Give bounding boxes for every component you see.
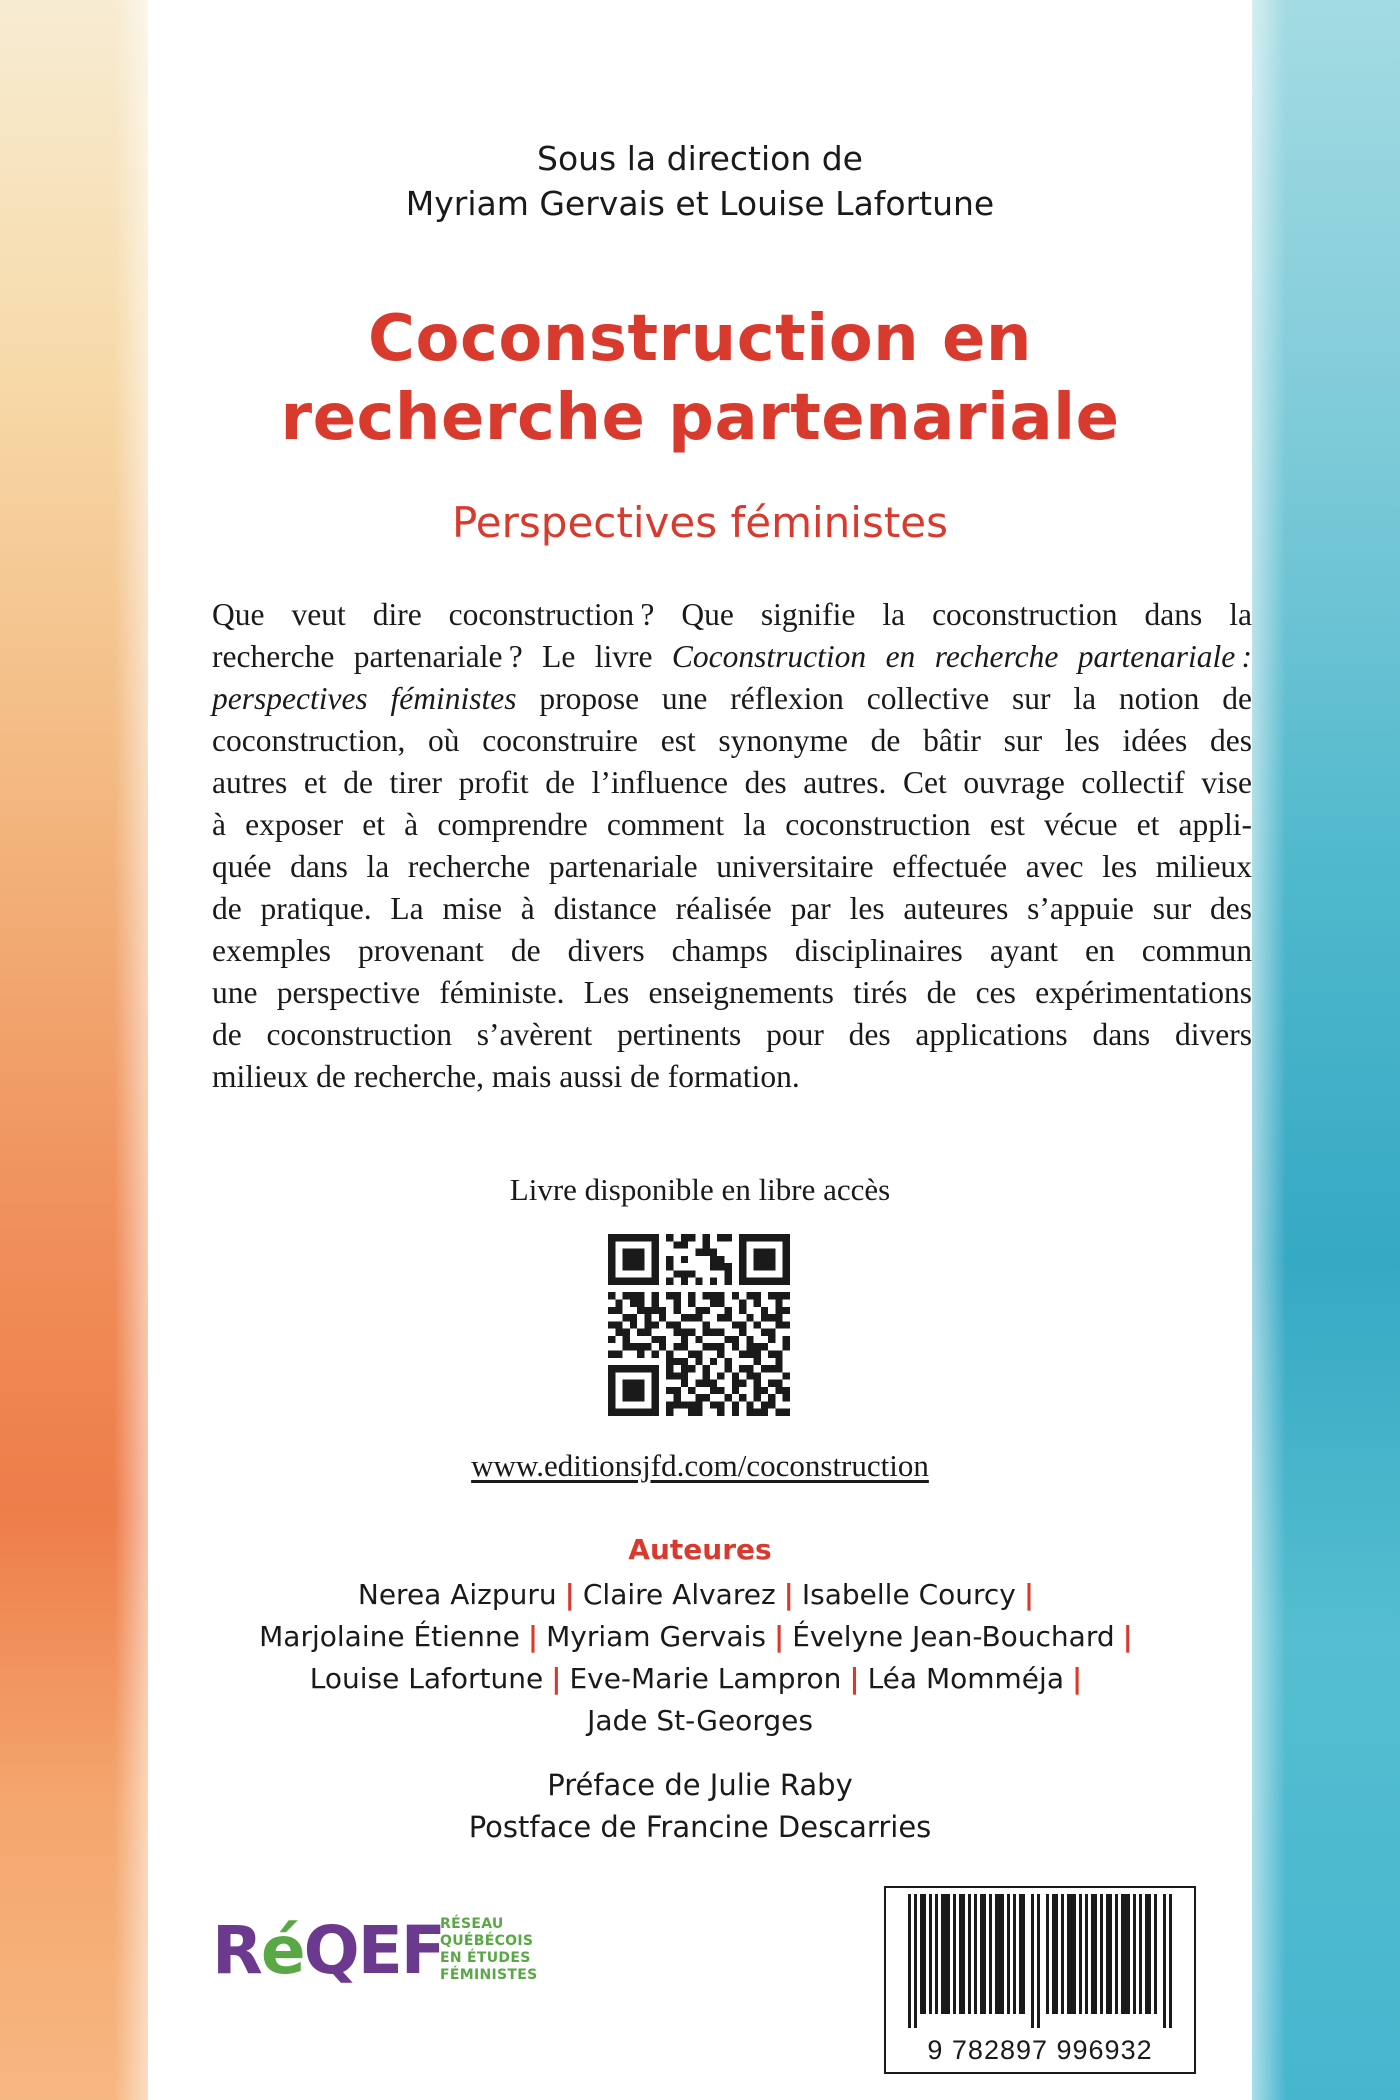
author-name: Isabelle Courcy (801, 1578, 1016, 1611)
description-line: perspectives féministes propose une réflexion collective sur la notion de (212, 681, 1252, 716)
book-subtitle: Perspectives féministes (451, 498, 949, 547)
postface-credit: Postface de Francine Descarries (468, 1810, 932, 1844)
book-title-line-2: recherche partenariale (280, 381, 1120, 455)
author-separator: | (551, 1662, 562, 1695)
back-cover-content (148, 0, 1252, 2100)
author-name: Nerea Aizpuru (357, 1578, 557, 1611)
book-title (148, 300, 1252, 458)
isbn-digits: 9 782897 996932 (927, 2035, 1153, 2065)
qr-code[interactable] (608, 1234, 790, 1416)
editors-intro: Sous la direction de (537, 139, 863, 178)
left-watercolor-band (0, 0, 148, 2100)
barcode-bars (908, 1894, 1172, 2028)
author-separator: | (783, 1578, 794, 1611)
description-line: une perspective féministe. Les enseignements tirés de ces expérimentations (212, 975, 1252, 1010)
right-watercolor-band (1252, 0, 1400, 2100)
book-description (212, 594, 1252, 1098)
authors-heading: Auteures (628, 1533, 772, 1566)
book-title-line-1: Coconstruction en (368, 302, 1032, 376)
description-line: autres et de tirer profit de l’influence des autres. Cet ouvrage collectif vise (212, 765, 1252, 800)
authors-row (188, 1574, 1212, 1616)
author-name: Myriam Gervais (546, 1620, 766, 1653)
reqef-logo-tagline: RÉSEAU QUÉBÉCOIS EN ÉTUDES FÉMINISTES (440, 1916, 538, 1983)
author-separator: | (564, 1578, 575, 1611)
author-name: Eve-Marie Lampron (569, 1662, 842, 1695)
description-line: recherche partenariale ? Le livre Coconstruction en recherche partenariale : (212, 639, 1253, 674)
author-name: Claire Alvarez (582, 1578, 776, 1611)
editors-names: Myriam Gervais et Louise Lafortune (405, 184, 995, 223)
author-name: Jade St-Georges (587, 1704, 813, 1737)
editors-block (148, 136, 1252, 226)
description-line: quée dans la recherche partenariale universitaire effectuée avec les milieux (212, 849, 1252, 884)
description-line: de coconstruction s’avèrent pertinents pour des applications dans divers (212, 1017, 1252, 1052)
book-url-link[interactable]: www.editionsjfd.com/coconstruction (471, 1448, 929, 1483)
authors-row (188, 1616, 1212, 1658)
description-italic-title: Coconstruction en recherche partenariale : (671, 639, 1253, 674)
author-separator: | (1122, 1620, 1133, 1653)
description-line: milieux de recherche, mais aussi de formation. (212, 1059, 800, 1094)
isbn-barcode (884, 1886, 1196, 2074)
reqef-logo-wordmark: RéQEF (212, 1912, 444, 1989)
author-name: Léa Momméja (867, 1662, 1064, 1695)
author-name: Louise Lafortune (309, 1662, 544, 1695)
author-separator: | (774, 1620, 785, 1653)
description-line: Que veut dire coconstruction ? Que signifie la coconstruction dans la (212, 597, 1252, 632)
open-access-note: Livre disponible en libre accès (509, 1172, 891, 1207)
author-separator: | (1023, 1578, 1035, 1611)
description-line: de pratique. La mise à distance réalisée par les auteures s’appuie sur des (212, 891, 1252, 926)
authors-list (188, 1574, 1212, 1742)
description-line: coconstruction, où coconstruire est synonyme de bâtir sur les idées des (212, 723, 1252, 758)
description-italic-subtitle: perspectives féministes (212, 681, 517, 716)
author-name: Évelyne Jean-Bouchard (792, 1620, 1115, 1653)
author-separator: | (849, 1662, 860, 1695)
preface-credit: Préface de Julie Raby (547, 1768, 853, 1802)
description-line: exemples provenant de divers champs disciplinaires ayant en commun (212, 933, 1252, 968)
book-url-line (148, 1448, 1252, 1484)
reqef-logo (212, 1906, 538, 1996)
description-line: à exposer et à comprendre comment la coconstruction est vécue et appli- (212, 807, 1252, 842)
authors-row (188, 1658, 1212, 1700)
preface-block (148, 1764, 1252, 1848)
author-separator: | (527, 1620, 539, 1653)
authors-row (188, 1700, 1212, 1742)
author-separator: | (1071, 1662, 1083, 1695)
author-name: Marjolaine Étienne (259, 1620, 520, 1653)
